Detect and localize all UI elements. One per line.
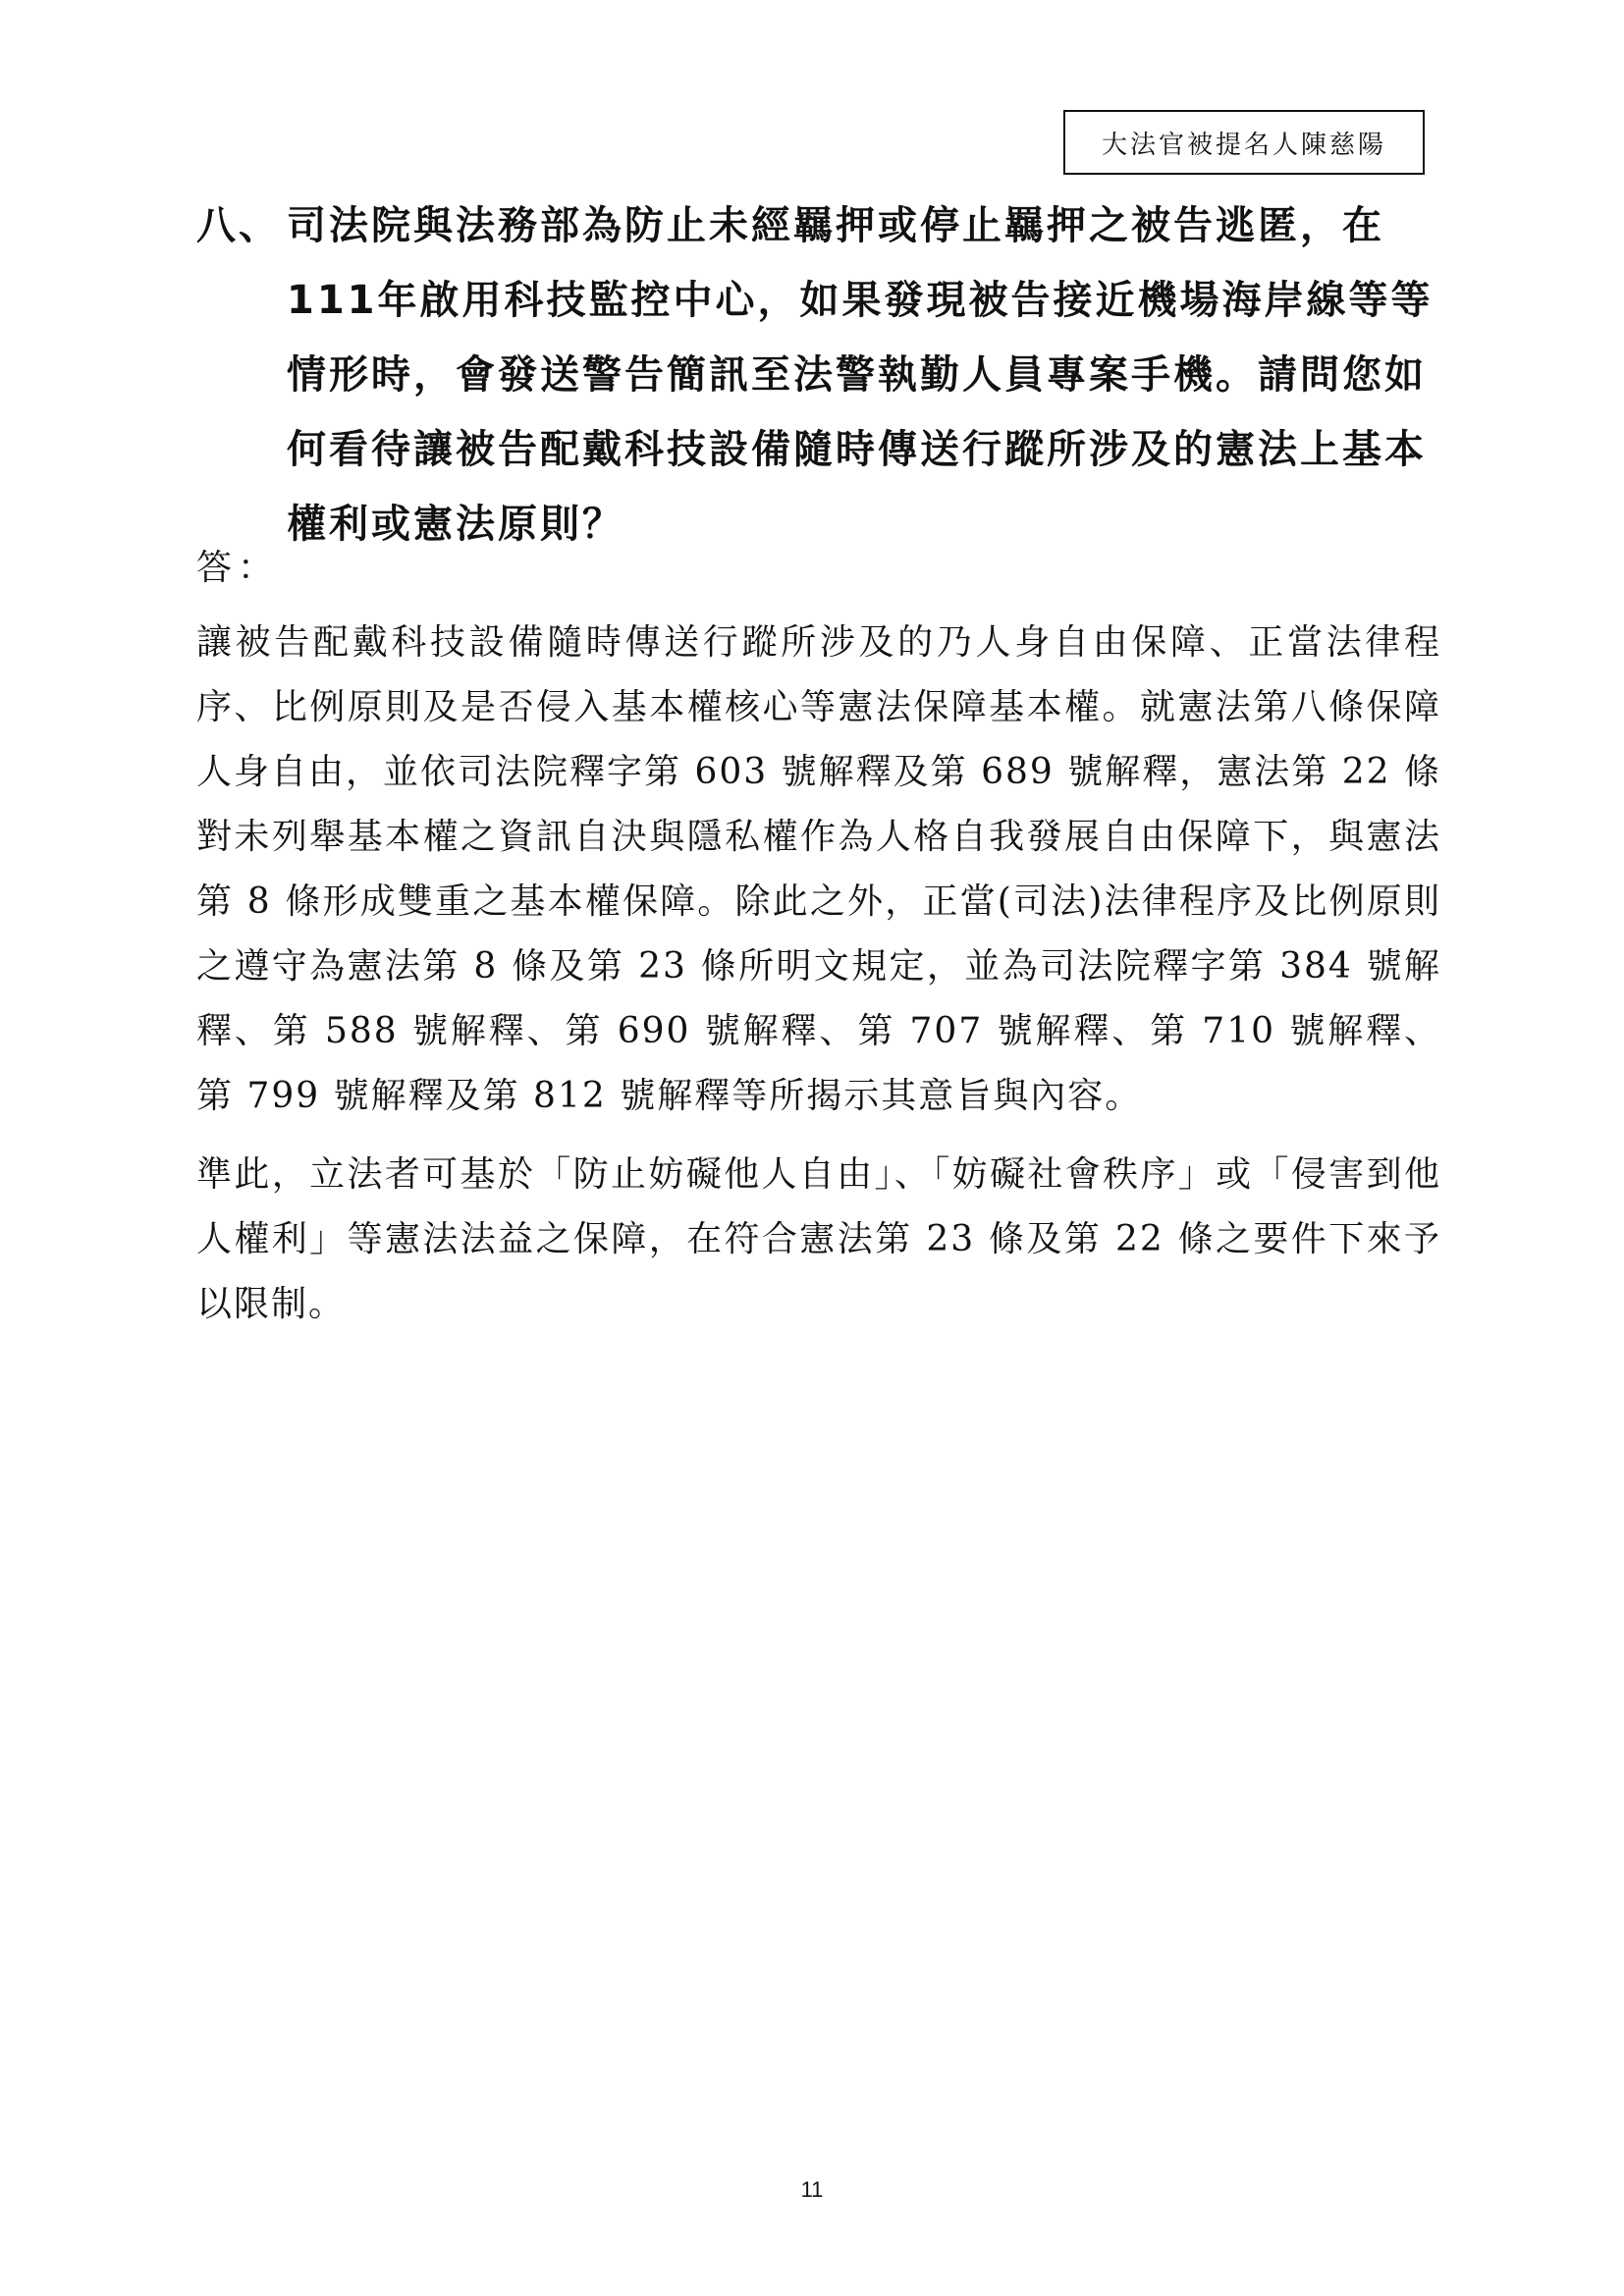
question-section (196, 188, 1438, 561)
page-number: 11 (800, 2177, 824, 2202)
answer-body (196, 611, 1441, 1351)
answer-paragraph: 準此，立法者可基於「防止妨礙他人自由」、「妨礙社會秩序」或「侵害到他人權利」等憲法法益之保障，在符合憲法第 23 條及第 22 條之要件下來予以限制。 (196, 1154, 1441, 1324)
nominee-header-label: 大法官被提名人陳慈陽 (1063, 110, 1425, 175)
question-text: 司法院與法務部為防止未經羈押或停止羈押之被告逃匿，在111年啟用科技監控中心，如果發現被告接近機場海岸線等等情形時，會發送警告簡訊至法警執勤人員專案手機。請問您如何看待讓被告配戴科技設備隨時傳送行蹤所涉及的憲法上基本權利或憲法原則？ (287, 203, 1434, 547)
answer-paragraph: 讓被告配戴科技設備隨時傳送行蹤所涉及的乃人身自由保障、正當法律程序、比例原則及是否侵入基本權核心等憲法保障基本權。就憲法第八條保障人身自由，並依司法院釋字第 603 號解釋及第 689 號解釋，憲法第 22 條對未列舉基本權之資訊自決與隱私權作為人格自我發展自由保障下，與憲法第 8 條形成雙重之基本權保障。除此之外，正當(司法)法律程序及比例原則之遵守為憲法第 8 條及第 23 條所明文規定，並為司法院釋字第 384 號解釋、第 588 號解釋、第 690 號解釋、第 707 號解釋、第 710 號解釋、第 799 號解釋及第 812 號解釋等所揭示其意旨與內容。 (196, 622, 1441, 1116)
answer-label: 答： (196, 548, 280, 588)
question-number: 八、 (196, 203, 281, 248)
